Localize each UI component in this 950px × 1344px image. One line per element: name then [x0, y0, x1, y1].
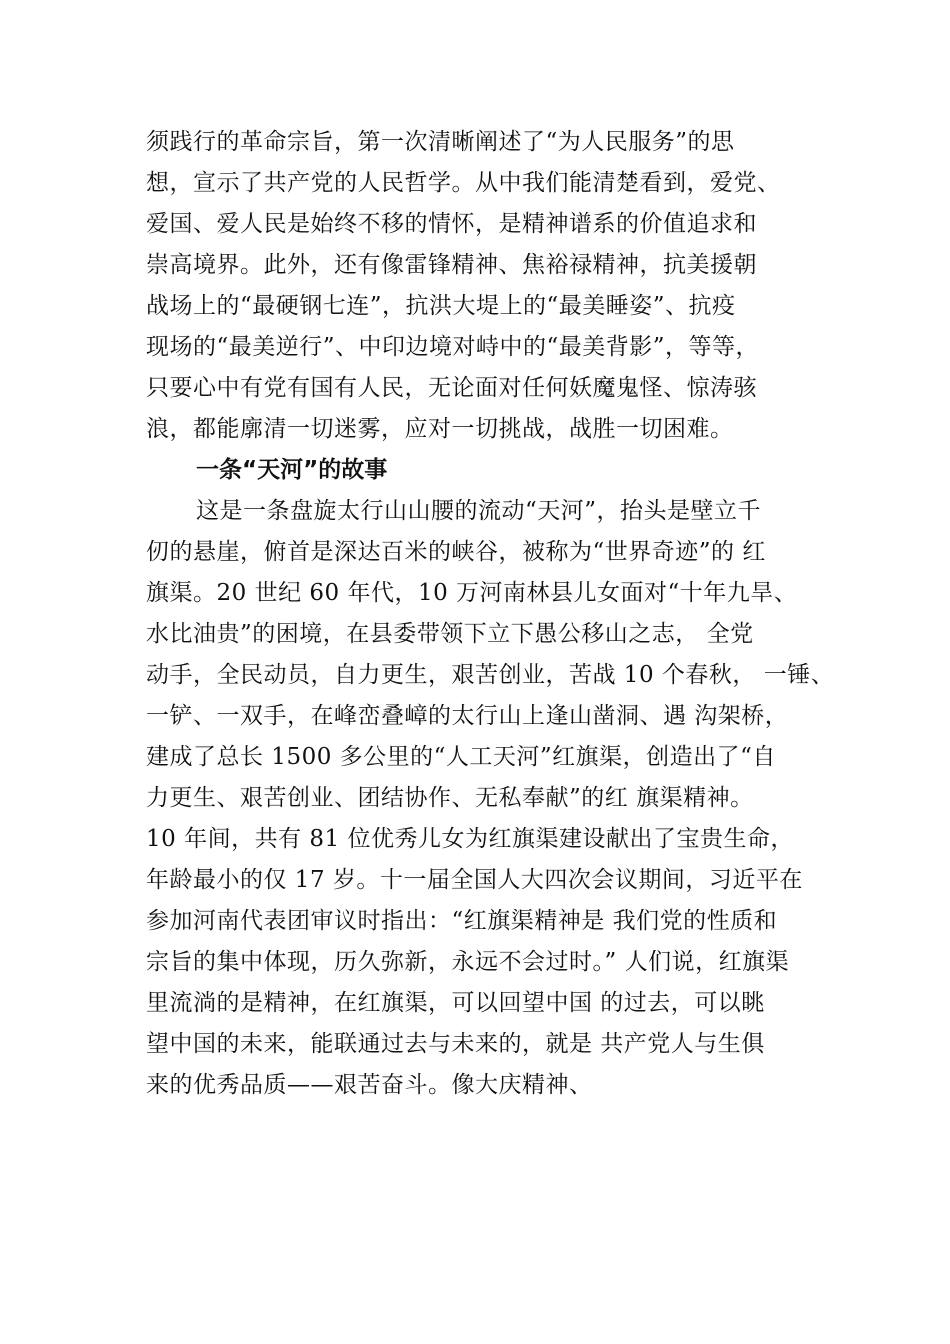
paragraph-line: 崇高境界。此外，还有像雷锋精神、焦裕禄精神，抗美援朝	[146, 252, 757, 278]
paragraph-line: 来的优秀品质——艰苦奋斗。像大庆精神、	[146, 1072, 593, 1098]
paragraph-line: 力更生、艰苦创业、团结协作、无私奉献”的红 旗渠精神。	[146, 785, 754, 811]
paragraph-line: 只要心中有党有国有人民，无论面对任何妖魔鬼怪、惊涛骇	[146, 375, 757, 401]
paragraph-line: 仞的悬崖，俯首是深达百米的峡谷，被称为“世界奇迹”的 红	[146, 539, 766, 565]
paragraph-line: 现场的“最美逆行”、中印边境对峙中的“最美背影”，等等，	[146, 334, 760, 360]
paragraph-line: 动手，全民动员，自力更生，艰苦创业，苦战 10 个春秋， 一锤、	[146, 662, 835, 688]
paragraph-line: 战场上的“最硬钢七连”，抗洪大堤上的“最美睡姿”、抗疫	[146, 293, 736, 319]
paragraph-line: 浪，都能廓清一切迷雾，应对一切挑战，战胜一切困难。	[146, 416, 734, 442]
paragraph-line: 爱国、爱人民是始终不移的情怀，是精神谱系的价值追求和	[146, 211, 757, 237]
paragraph-line: 里流淌的是精神，在红旗渠，可以回望中国 的过去，可以眺	[146, 990, 765, 1016]
paragraph-line: 旗渠。20 世纪 60 年代，10 万河南林县儿女面对“十年九旱、	[146, 580, 798, 606]
paragraph-line: 水比油贵”的困境，在县委带领下立下愚公移山之志， 全党	[146, 621, 754, 647]
paragraph-line: 建成了总长 1500 多公里的“人工天河”红旗渠，创造出了“自	[146, 744, 776, 770]
paragraph-line: 年龄最小的仅 17 岁。十一届全国人大四次会议期间，习近平在	[146, 867, 803, 893]
paragraph-line: 想，宣示了共产党的人民哲学。从中我们能清楚看到，爱党、	[146, 170, 781, 196]
paragraph-line: 这是一条盘旋太行山山腰的流动“天河”，抬头是壁立千	[196, 498, 762, 524]
paragraph-line: 宗旨的集中体现，历久弥新，永远不会过时。” 人们说，红旗渠	[146, 949, 790, 975]
paragraph-line: 须践行的革命宗旨，第一次清晰阐述了“为人民服务”的思	[146, 129, 735, 155]
paragraph-line: 一铲、一双手，在峰峦叠嶂的太行山上逢山凿洞、遇 沟架桥，	[146, 703, 789, 729]
paragraph-line: 10 年间，共有 81 位优秀儿女为红旗渠建设献出了宝贵生命，	[146, 826, 794, 852]
paragraph-line: 望中国的未来，能联通过去与未来的，就是 共产党人与生俱	[146, 1031, 765, 1057]
section-heading: 一条“天河”的故事	[196, 457, 388, 483]
paragraph-line: 参加河南代表团审议时指出：“红旗渠精神是 我们党的性质和	[146, 908, 778, 934]
